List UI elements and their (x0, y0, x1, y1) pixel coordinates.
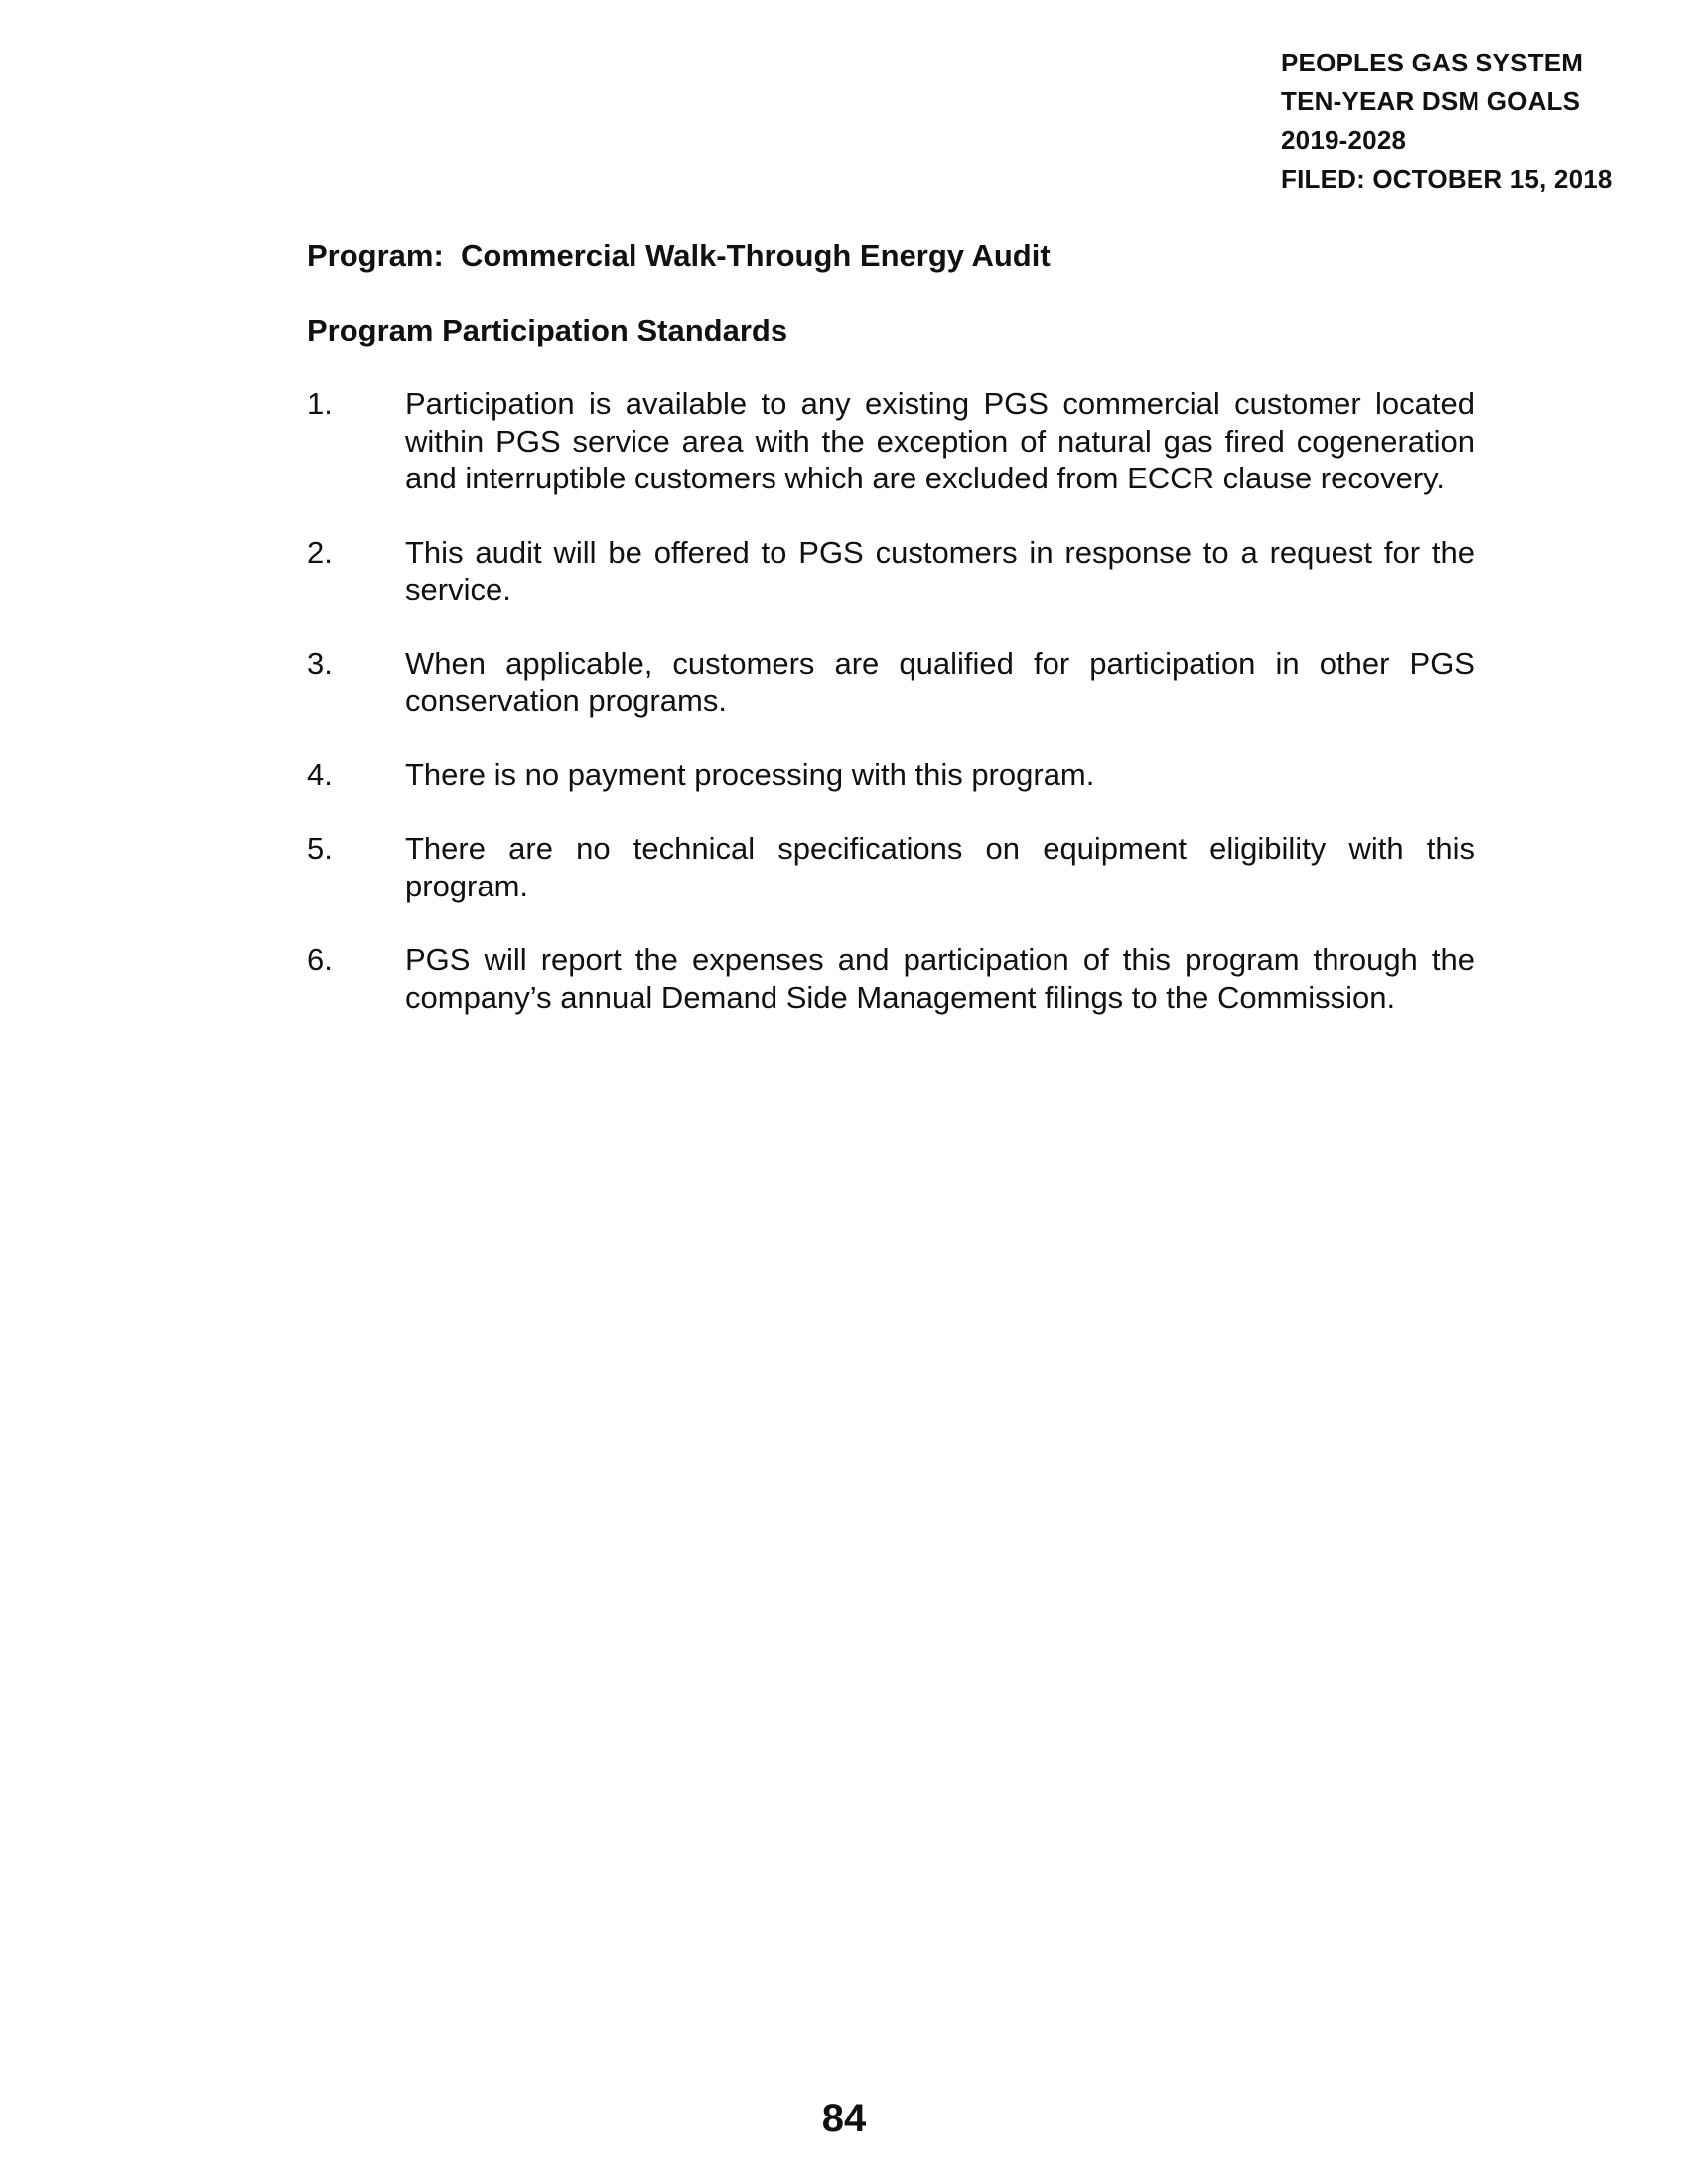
header-period: 2019-2028 (1281, 125, 1407, 155)
standards-list (307, 385, 1475, 1052)
item-text: There is no payment processing with this program. (405, 756, 1095, 792)
item-number: 1. (307, 386, 333, 421)
header-company: PEOPLES GAS SYSTEM (1281, 48, 1584, 77)
page-number: 84 (821, 2097, 867, 2140)
item-text: PGS will report the expenses and participation of this program through the company’s annual Demand Side Management filings to the Commission. (405, 942, 1475, 1015)
list-item (307, 756, 1475, 794)
list-item (307, 385, 1475, 497)
program-title: Program: Commercial Walk-Through Energy Audit (307, 238, 1051, 273)
header-document-title: TEN-YEAR DSM GOALS (1281, 86, 1581, 116)
item-number: 6. (307, 942, 333, 977)
item-text: When applicable, customers are qualified for participation in other PGS conservation programs. (405, 645, 1475, 718)
list-item (307, 534, 1475, 609)
item-number: 3. (307, 645, 333, 681)
item-number: 5. (307, 831, 333, 866)
list-item (307, 941, 1475, 1016)
document-header (1281, 44, 1658, 199)
list-item (307, 830, 1475, 904)
item-text: Participation is available to any existing PGS commercial customer located within PGS service area with the exception of natural gas fired cogeneration and interruptible customers which are excluded from ECCR clause recovery. (405, 386, 1475, 495)
item-text: There are no technical specifications on equipment eligibility with this program. (405, 831, 1475, 903)
section-title: Program Participation Standards (307, 313, 788, 347)
item-number: 2. (307, 534, 333, 570)
header-filed-date: FILED: OCTOBER 15, 2018 (1281, 164, 1613, 194)
item-text: This audit will be offered to PGS customers in response to a request for the service. (405, 534, 1475, 607)
list-item (307, 645, 1475, 720)
item-number: 4. (307, 756, 333, 792)
